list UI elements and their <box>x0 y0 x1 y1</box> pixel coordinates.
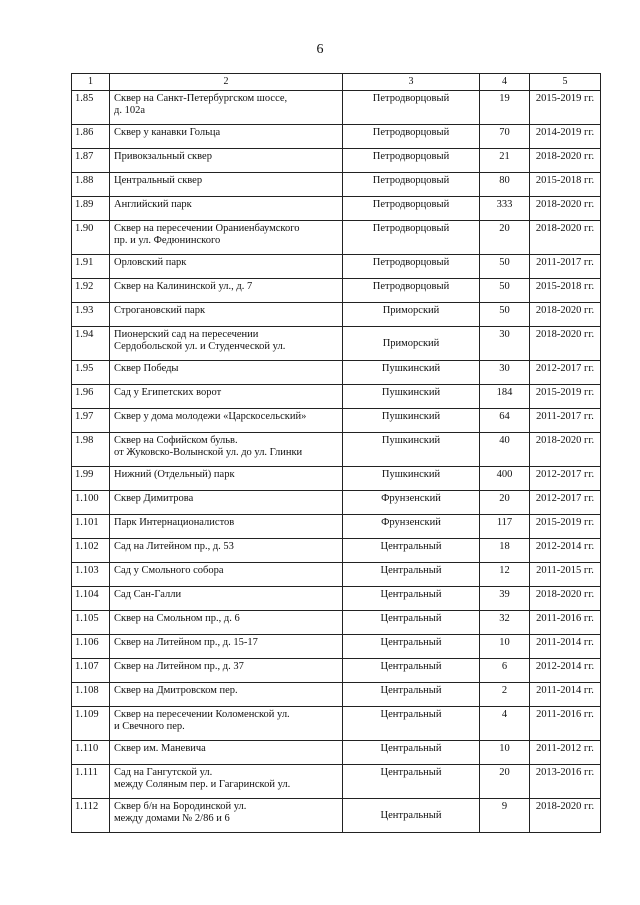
area-value: 50 <box>480 303 530 327</box>
district: Центральный <box>343 765 480 799</box>
park-name: Сквер у канавки Гольца <box>110 125 343 149</box>
row-number: 1.91 <box>72 255 110 279</box>
table-row <box>72 765 601 799</box>
district: Центральный <box>343 659 480 683</box>
district: Центральный <box>343 683 480 707</box>
district: Пушкинский <box>343 361 480 385</box>
area-value: 40 <box>480 433 530 467</box>
area-value: 9 <box>480 799 530 833</box>
row-number: 1.111 <box>72 765 110 799</box>
district: Центральный <box>343 563 480 587</box>
period: 2015-2019 гг. <box>530 385 601 409</box>
table-row <box>72 611 601 635</box>
row-number: 1.102 <box>72 539 110 563</box>
period: 2011-2017 гг. <box>530 255 601 279</box>
park-name: Сад Сан-Галли <box>110 587 343 611</box>
area-value: 20 <box>480 221 530 255</box>
row-number: 1.89 <box>72 197 110 221</box>
table-row <box>72 563 601 587</box>
area-value: 10 <box>480 635 530 659</box>
park-name: Сквер на Дмитровском пер. <box>110 683 343 707</box>
row-number: 1.108 <box>72 683 110 707</box>
table-row <box>72 467 601 491</box>
row-number: 1.97 <box>72 409 110 433</box>
row-number: 1.93 <box>72 303 110 327</box>
table-row <box>72 197 601 221</box>
district: Петродворцовый <box>343 197 480 221</box>
district: Петродворцовый <box>343 221 480 255</box>
area-value: 12 <box>480 563 530 587</box>
district: Пушкинский <box>343 385 480 409</box>
area-value: 39 <box>480 587 530 611</box>
row-number: 1.104 <box>72 587 110 611</box>
park-name: Сквер им. Маневича <box>110 741 343 765</box>
period: 2011-2014 гг. <box>530 635 601 659</box>
district: Пушкинский <box>343 433 480 467</box>
district: Центральный <box>343 587 480 611</box>
table-row <box>72 409 601 433</box>
row-number: 1.85 <box>72 91 110 125</box>
period: 2011-2016 гг. <box>530 707 601 741</box>
period: 2018-2020 гг. <box>530 799 601 833</box>
area-value: 10 <box>480 741 530 765</box>
period: 2018-2020 гг. <box>530 221 601 255</box>
row-number: 1.86 <box>72 125 110 149</box>
area-value: 30 <box>480 327 530 361</box>
table-row <box>72 659 601 683</box>
park-name: Сквер Победы <box>110 361 343 385</box>
district: Центральный <box>343 539 480 563</box>
park-name: Парк Интернационалистов <box>110 515 343 539</box>
table-row <box>72 327 601 361</box>
table-row <box>72 741 601 765</box>
park-name: Сквер на пересечении Ораниенбаумского пр. и ул. Федюнинского <box>110 221 343 255</box>
period: 2012-2017 гг. <box>530 467 601 491</box>
district: Петродворцовый <box>343 279 480 303</box>
table-row <box>72 515 601 539</box>
period: 2018-2020 гг. <box>530 197 601 221</box>
area-value: 50 <box>480 255 530 279</box>
table-row <box>72 491 601 515</box>
area-value: 184 <box>480 385 530 409</box>
row-number: 1.107 <box>72 659 110 683</box>
row-number: 1.112 <box>72 799 110 833</box>
table-row <box>72 173 601 197</box>
park-name: Строгановский парк <box>110 303 343 327</box>
column-header: 5 <box>530 74 601 91</box>
table-row <box>72 683 601 707</box>
area-value: 50 <box>480 279 530 303</box>
page-number: 6 <box>316 42 324 57</box>
table-row <box>72 221 601 255</box>
area-value: 21 <box>480 149 530 173</box>
park-name: Сквер на Литейном пр., д. 37 <box>110 659 343 683</box>
park-name: Сквер б/н на Бородинской ул. между домами № 2/86 и 6 <box>110 799 343 833</box>
district: Петродворцовый <box>343 125 480 149</box>
period: 2018-2020 гг. <box>530 327 601 361</box>
table-row <box>72 587 601 611</box>
park-name: Сквер Димитрова <box>110 491 343 515</box>
parks-table <box>71 73 601 833</box>
park-name: Сквер на Литейном пр., д. 15-17 <box>110 635 343 659</box>
row-number: 1.87 <box>72 149 110 173</box>
area-value: 20 <box>480 491 530 515</box>
area-value: 400 <box>480 467 530 491</box>
row-number: 1.90 <box>72 221 110 255</box>
period: 2012-2014 гг. <box>530 659 601 683</box>
row-number: 1.106 <box>72 635 110 659</box>
district: Центральный <box>343 799 480 833</box>
row-number: 1.96 <box>72 385 110 409</box>
row-number: 1.101 <box>72 515 110 539</box>
period: 2015-2018 гг. <box>530 279 601 303</box>
table-row <box>72 433 601 467</box>
area-value: 32 <box>480 611 530 635</box>
table-row <box>72 303 601 327</box>
period: 2018-2020 гг. <box>530 587 601 611</box>
park-name: Сад у Смольного собора <box>110 563 343 587</box>
column-header: 1 <box>72 74 110 91</box>
area-value: 70 <box>480 125 530 149</box>
park-name: Сквер на Санкт-Петербургском шоссе, д. 102а <box>110 91 343 125</box>
period: 2018-2020 гг. <box>530 149 601 173</box>
period: 2011-2015 гг. <box>530 563 601 587</box>
area-value: 20 <box>480 765 530 799</box>
period: 2013-2016 гг. <box>530 765 601 799</box>
district: Центральный <box>343 635 480 659</box>
table-row <box>72 361 601 385</box>
district: Петродворцовый <box>343 255 480 279</box>
park-name: Орловский парк <box>110 255 343 279</box>
row-number: 1.94 <box>72 327 110 361</box>
row-number: 1.95 <box>72 361 110 385</box>
park-name: Сквер на Смольном пр., д. 6 <box>110 611 343 635</box>
row-number: 1.98 <box>72 433 110 467</box>
district: Петродворцовый <box>343 91 480 125</box>
table-row <box>72 539 601 563</box>
column-header: 4 <box>480 74 530 91</box>
district: Центральный <box>343 707 480 741</box>
area-value: 80 <box>480 173 530 197</box>
district: Приморский <box>343 303 480 327</box>
table-row <box>72 125 601 149</box>
district: Петродворцовый <box>343 149 480 173</box>
period: 2015-2018 гг. <box>530 173 601 197</box>
column-header: 3 <box>343 74 480 91</box>
park-name: Пионерский сад на пересечении Сердобольской ул. и Студенческой ул. <box>110 327 343 361</box>
table-row <box>72 707 601 741</box>
area-value: 333 <box>480 197 530 221</box>
area-value: 18 <box>480 539 530 563</box>
row-number: 1.110 <box>72 741 110 765</box>
district: Центральный <box>343 611 480 635</box>
table-row <box>72 91 601 125</box>
period: 2015-2019 гг. <box>530 91 601 125</box>
table-row <box>72 149 601 173</box>
district: Пушкинский <box>343 467 480 491</box>
district: Фрунзенский <box>343 491 480 515</box>
table-header-row <box>72 74 601 91</box>
table-row <box>72 799 601 833</box>
table-row <box>72 385 601 409</box>
period: 2012-2017 гг. <box>530 491 601 515</box>
row-number: 1.92 <box>72 279 110 303</box>
row-number: 1.88 <box>72 173 110 197</box>
park-name: Центральный сквер <box>110 173 343 197</box>
area-value: 2 <box>480 683 530 707</box>
district: Приморский <box>343 327 480 361</box>
area-value: 4 <box>480 707 530 741</box>
period: 2012-2017 гг. <box>530 361 601 385</box>
column-header: 2 <box>110 74 343 91</box>
table-row <box>72 279 601 303</box>
park-name: Привокзальный сквер <box>110 149 343 173</box>
park-name: Сквер на пересечении Коломенской ул. и Свечного пер. <box>110 707 343 741</box>
table-row <box>72 635 601 659</box>
period: 2011-2014 гг. <box>530 683 601 707</box>
area-value: 6 <box>480 659 530 683</box>
period: 2014-2019 гг. <box>530 125 601 149</box>
period: 2011-2016 гг. <box>530 611 601 635</box>
row-number: 1.105 <box>72 611 110 635</box>
period: 2011-2012 гг. <box>530 741 601 765</box>
park-name: Сад на Гангутской ул. между Соляным пер. и Гагаринской ул. <box>110 765 343 799</box>
area-value: 64 <box>480 409 530 433</box>
period: 2012-2014 гг. <box>530 539 601 563</box>
park-name: Сад у Египетских ворот <box>110 385 343 409</box>
period: 2018-2020 гг. <box>530 303 601 327</box>
park-name: Нижний (Отдельный) парк <box>110 467 343 491</box>
period: 2015-2019 гг. <box>530 515 601 539</box>
row-number: 1.103 <box>72 563 110 587</box>
row-number: 1.109 <box>72 707 110 741</box>
area-value: 19 <box>480 91 530 125</box>
district: Центральный <box>343 741 480 765</box>
row-number: 1.100 <box>72 491 110 515</box>
area-value: 30 <box>480 361 530 385</box>
park-name: Английский парк <box>110 197 343 221</box>
period: 2011-2017 гг. <box>530 409 601 433</box>
district: Петродворцовый <box>343 173 480 197</box>
district: Фрунзенский <box>343 515 480 539</box>
park-name: Сквер у дома молодежи «Царскосельский» <box>110 409 343 433</box>
area-value: 117 <box>480 515 530 539</box>
park-name: Сквер на Софийском бульв. от Жуковско-Волынской ул. до ул. Глинки <box>110 433 343 467</box>
table-row <box>72 255 601 279</box>
park-name: Сквер на Калининской ул., д. 7 <box>110 279 343 303</box>
period: 2018-2020 гг. <box>530 433 601 467</box>
park-name: Сад на Литейном пр., д. 53 <box>110 539 343 563</box>
row-number: 1.99 <box>72 467 110 491</box>
district: Пушкинский <box>343 409 480 433</box>
